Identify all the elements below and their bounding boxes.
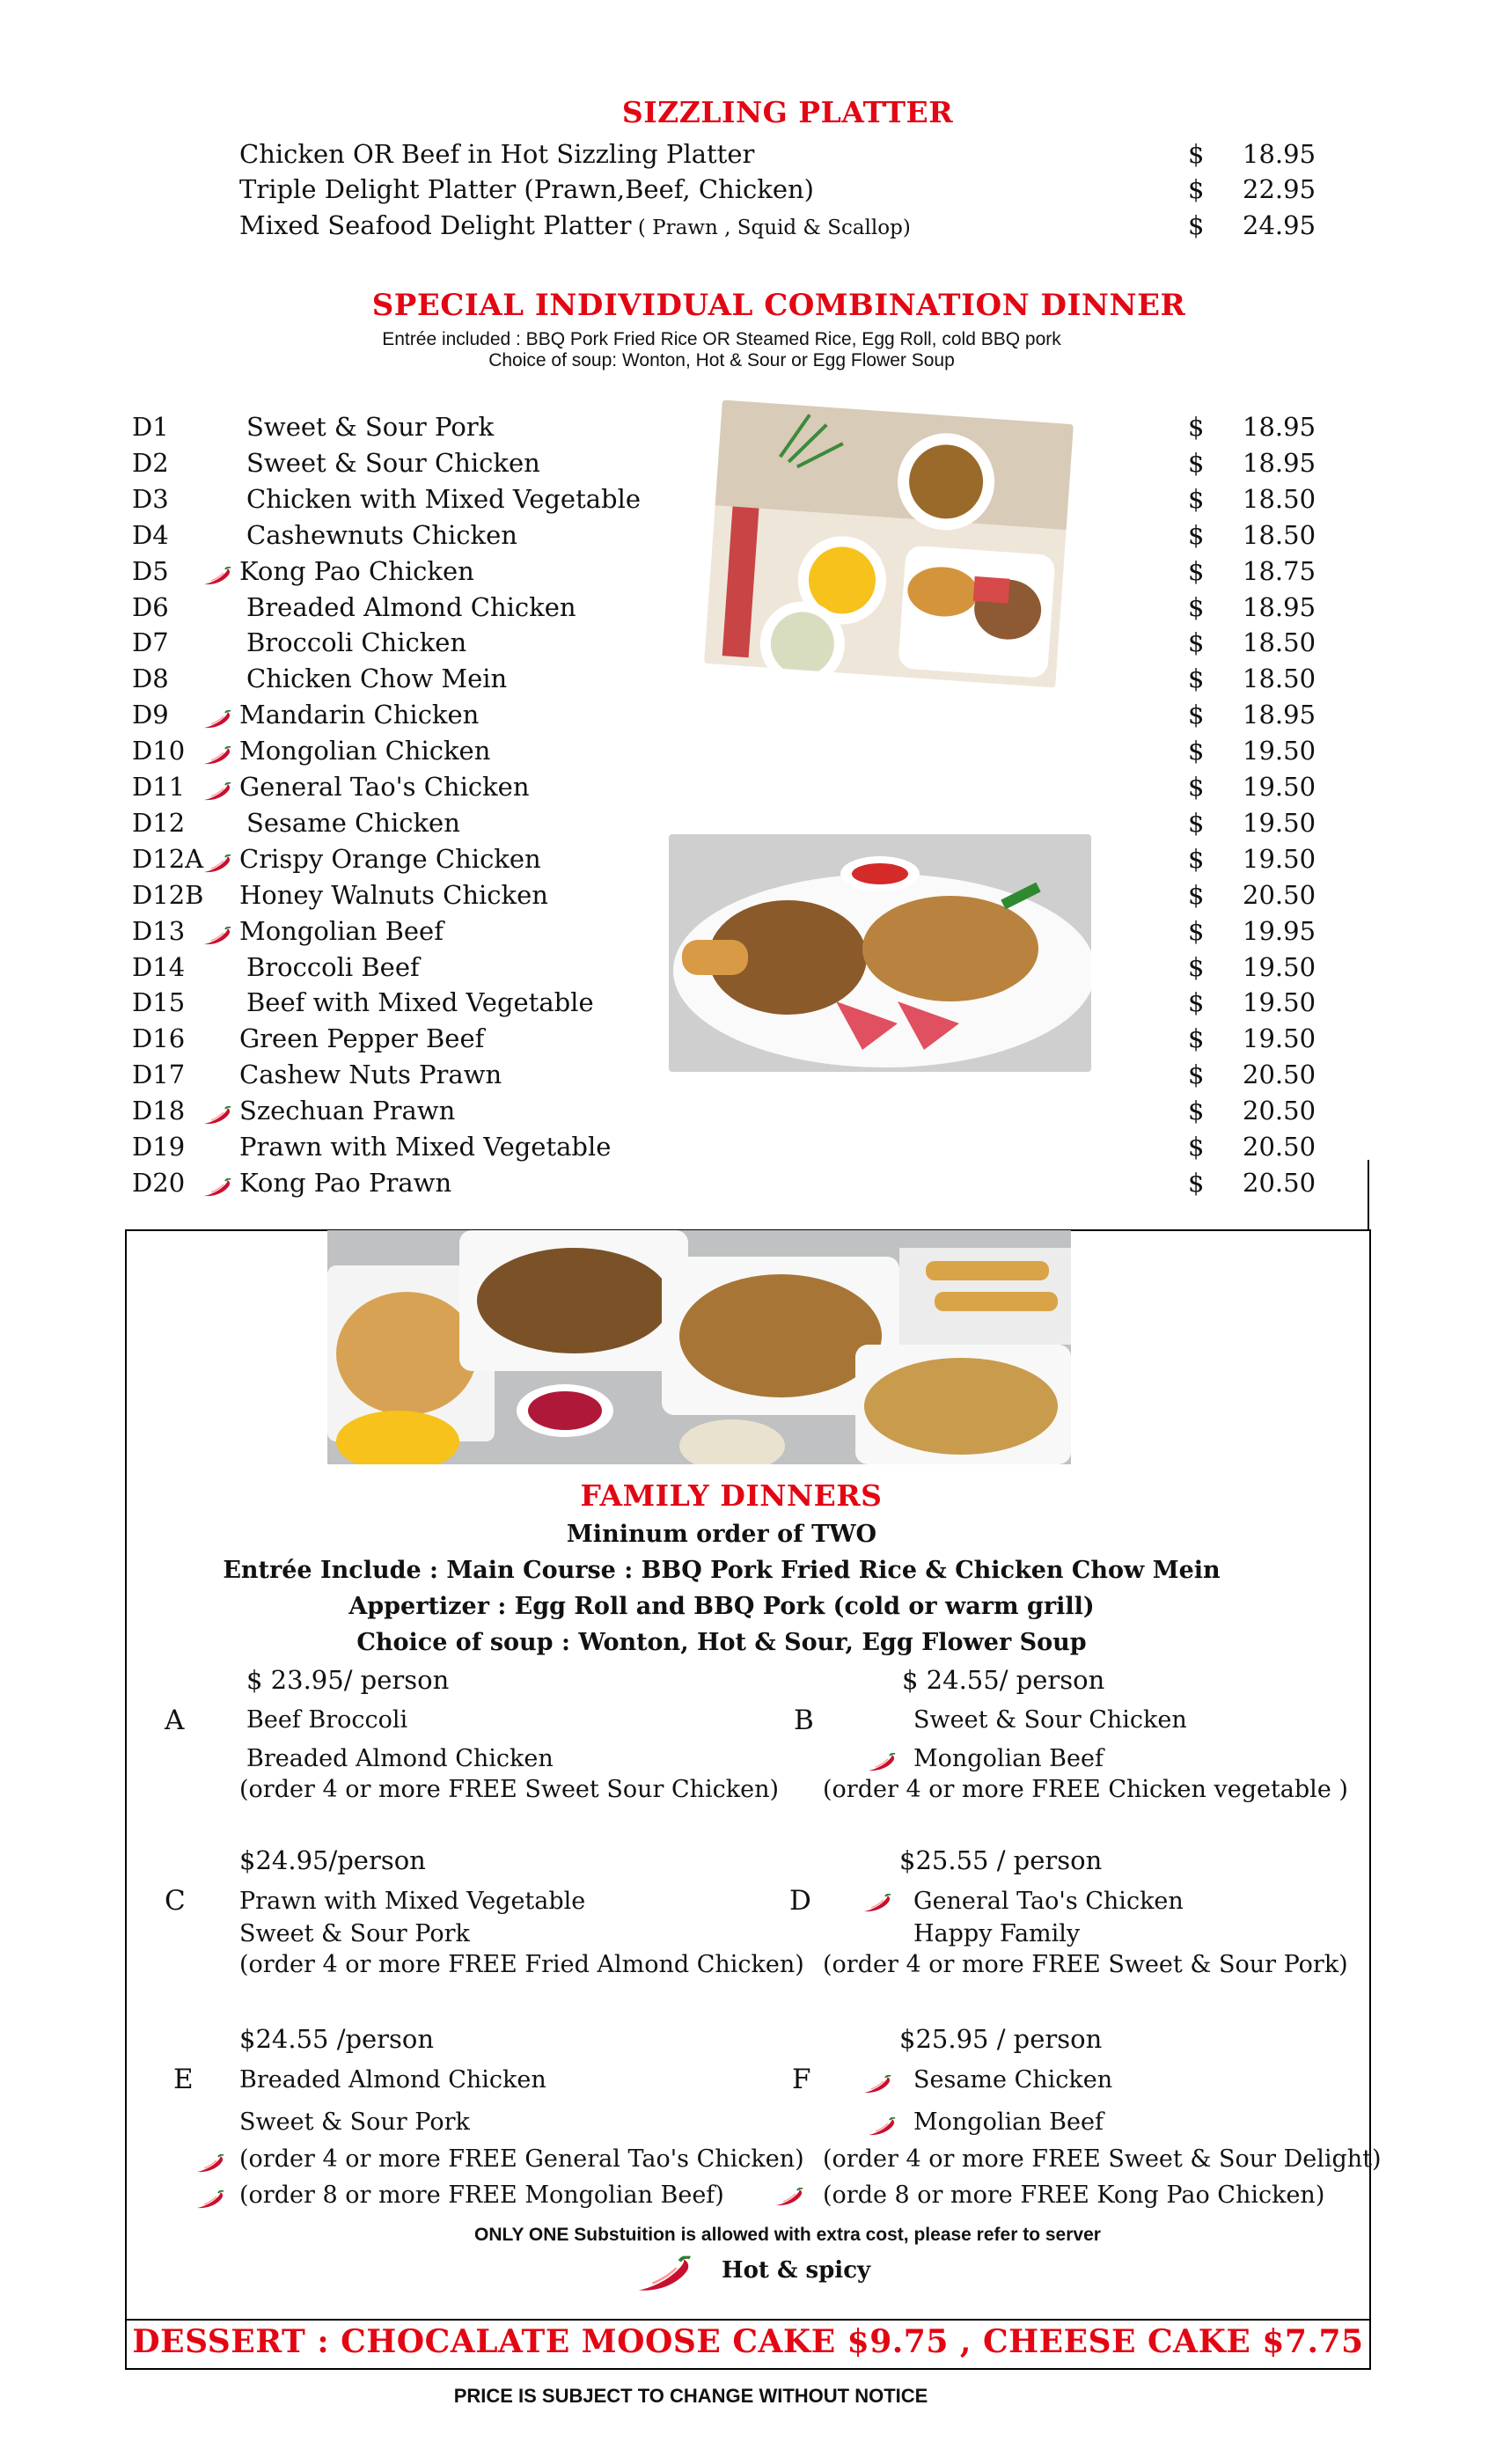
combo-item-code: D10	[132, 736, 186, 766]
combo-item-name: Crispy Orange Chicken	[239, 844, 541, 874]
combo-item-price: 19.95	[1243, 916, 1316, 946]
combo-item-code: D15	[132, 987, 186, 1017]
combo-item-name: General Tao's Chicken	[239, 772, 530, 802]
combo-item-price: 18.50	[1243, 627, 1316, 657]
sizzling-item-price: 24.95	[1243, 210, 1316, 240]
family-dinner-photo	[327, 1230, 1071, 1464]
set-price: $25.95 / person	[899, 2024, 1103, 2054]
hot-spicy-icon	[867, 1753, 897, 1772]
combo-item-name: Mongolian Chicken	[239, 736, 491, 766]
set-item: Happy Family	[913, 1920, 1081, 1947]
set-item: Mongolian Beef	[913, 1745, 1104, 1772]
combo-item-name: Chicken Chow Mein	[246, 664, 508, 693]
family-title: FAMILY DINNERS	[580, 1478, 883, 1513]
combo-item-code: D11	[132, 772, 186, 802]
set-item: Breaded Almond Chicken	[246, 1745, 554, 1772]
combo-section-divider	[1368, 1160, 1369, 1230]
combo-item-price: 19.50	[1243, 987, 1316, 1017]
combo-item-code: D1	[132, 412, 169, 442]
set-offer: (orde 8 or more FREE Kong Pao Chicken)	[823, 2182, 1325, 2209]
currency-sign: $	[1188, 952, 1205, 982]
currency-sign: $	[1188, 700, 1205, 730]
combo-rice-photo	[669, 834, 1091, 1072]
hot-spicy-icon	[867, 2117, 897, 2137]
combo-item-name: Honey Walnuts Chicken	[239, 880, 548, 910]
family-soup: Choice of soup : Wonton, Hot & Sour, Egg Flower Soup	[356, 1629, 1087, 1656]
dessert-line: DESSERT : CHOCALATE MOOSE CAKE $9.75 , CHEESE CAKE $7.75	[132, 2323, 1364, 2360]
family-appetizer: Appertizer : Egg Roll and BBQ Pork (cold or warm grill)	[348, 1593, 1095, 1620]
combo-item-name: Kong Pao Prawn	[239, 1168, 452, 1198]
set-item: General Tao's Chicken	[913, 1888, 1184, 1915]
currency-sign: $	[1188, 1168, 1205, 1198]
sizzling-item-price: 18.95	[1243, 139, 1316, 169]
combo-item-name: Sweet & Sour Pork	[246, 412, 495, 442]
combo-item-name: Broccoli Beef	[246, 952, 420, 982]
combo-plate-photo	[704, 400, 1074, 687]
combo-item-price: 18.50	[1243, 664, 1316, 693]
combo-item-price: 19.50	[1243, 736, 1316, 766]
sizzling-item-name: Triple Delight Platter (Prawn,Beef, Chicken)	[239, 174, 814, 204]
hot-spicy-icon	[202, 746, 232, 766]
set-item: Prawn with Mixed Vegetable	[239, 1888, 586, 1915]
combo-item-price: 18.95	[1243, 700, 1316, 730]
combo-item-name: Prawn with Mixed Vegetable	[239, 1132, 612, 1162]
combo-item-price: 18.75	[1243, 556, 1316, 586]
combo-item-code: D17	[132, 1060, 186, 1089]
currency-sign: $	[1188, 556, 1205, 586]
combo-item-name: Kong Pao Chicken	[239, 556, 474, 586]
combo-item-code: D12	[132, 808, 186, 838]
set-item: Sweet & Sour Chicken	[913, 1706, 1187, 1734]
combo-item-name: Cashewnuts Chicken	[246, 520, 517, 550]
combo-item-name: Mandarin Chicken	[239, 700, 480, 730]
combo-item-name: Szechuan Prawn	[239, 1096, 456, 1126]
currency-sign: $	[1188, 987, 1205, 1017]
hot-spicy-icon	[202, 710, 232, 730]
combo-subtitle: Entrée included : BBQ Pork Fried Rice OR Steamed Rice, Egg Roll, cold BBQ pork	[382, 329, 1061, 349]
hot-spicy-icon	[774, 2188, 804, 2207]
hot-spicy-icon	[195, 2190, 225, 2210]
combo-item-code: D5	[132, 556, 169, 586]
set-offer: (order 4 or more FREE Sweet & Sour Pork)	[823, 1951, 1348, 1978]
combo-item-price: 19.50	[1243, 1023, 1316, 1053]
combo-item-price: 20.50	[1243, 1060, 1316, 1089]
currency-sign: $	[1188, 139, 1205, 169]
set-letter: A	[165, 1705, 185, 1736]
combo-item-price: 20.50	[1243, 880, 1316, 910]
set-item: Sweet & Sour Pork	[239, 2108, 470, 2136]
combo-item-price: 20.50	[1243, 1096, 1316, 1126]
currency-sign: $	[1188, 1132, 1205, 1162]
hot-spicy-icon	[202, 1178, 232, 1198]
set-price: $24.55 /person	[239, 2024, 435, 2054]
combo-item-code: D4	[132, 520, 169, 550]
currency-sign: $	[1188, 916, 1205, 946]
combo-item-name: Sweet & Sour Chicken	[246, 448, 540, 478]
currency-sign: $	[1188, 448, 1205, 478]
combo-item-code: D19	[132, 1132, 186, 1162]
set-item: Sesame Chicken	[913, 2066, 1113, 2094]
set-offer: (order 4 or more FREE General Tao's Chicken)	[239, 2145, 804, 2173]
set-item: Sweet & Sour Pork	[239, 1920, 470, 1947]
combo-item-price: 18.50	[1243, 520, 1316, 550]
set-letter: E	[173, 2064, 194, 2095]
combo-item-price: 19.50	[1243, 772, 1316, 802]
set-price: $ 24.55/ person	[902, 1665, 1105, 1695]
combo-title: SPECIAL INDIVIDUAL COMBINATION DINNER	[371, 288, 1186, 323]
hot-spicy-icon	[202, 854, 232, 874]
combo-item-price: 19.50	[1243, 808, 1316, 838]
set-price: $ 23.95/ person	[246, 1665, 450, 1695]
currency-sign: $	[1188, 484, 1205, 514]
set-offer: (order 4 or more FREE Sweet Sour Chicken)	[239, 1776, 780, 1803]
combo-item-name: Sesame Chicken	[246, 808, 460, 838]
combo-item-name: Green Pepper Beef	[239, 1023, 485, 1053]
set-item: Breaded Almond Chicken	[239, 2066, 546, 2094]
hot-spicy-legend-label: Hot & spicy	[722, 2257, 871, 2284]
combo-item-price: 19.50	[1243, 952, 1316, 982]
currency-sign: $	[1188, 1023, 1205, 1053]
hot-spicy-icon	[862, 2075, 892, 2094]
combo-item-price: 18.50	[1243, 484, 1316, 514]
set-letter: C	[165, 1885, 186, 1917]
set-letter: F	[792, 2064, 811, 2095]
set-item: Mongolian Beef	[913, 2108, 1104, 2136]
family-min-order: Mininum order of TWO	[566, 1521, 877, 1548]
substitution-note: ONLY ONE Substuition is allowed with extra cost, please refer to server	[474, 2225, 1101, 2245]
hot-spicy-legend-icon	[635, 2255, 693, 2295]
currency-sign: $	[1188, 844, 1205, 874]
combo-item-price: 18.95	[1243, 592, 1316, 622]
set-offer: (order 8 or more FREE Mongolian Beef)	[239, 2182, 724, 2209]
currency-sign: $	[1188, 210, 1205, 240]
combo-item-price: 19.50	[1243, 844, 1316, 874]
currency-sign: $	[1188, 736, 1205, 766]
hot-spicy-icon	[202, 1106, 232, 1126]
combo-item-price: 18.95	[1243, 412, 1316, 442]
currency-sign: $	[1188, 174, 1205, 204]
price-disclaimer: PRICE IS SUBJECT TO CHANGE WITHOUT NOTICE	[453, 2385, 928, 2407]
combo-item-code: D3	[132, 484, 169, 514]
sizzling-item-price: 22.95	[1243, 174, 1316, 204]
combo-item-code: D13	[132, 916, 186, 946]
combo-item-code: D7	[132, 627, 169, 657]
family-entree: Entrée Include : Main Course : BBQ Pork Fried Rice & Chicken Chow Mein	[223, 1557, 1221, 1584]
currency-sign: $	[1188, 772, 1205, 802]
combo-item-code: D8	[132, 664, 169, 693]
currency-sign: $	[1188, 627, 1205, 657]
currency-sign: $	[1188, 1060, 1205, 1089]
combo-item-code: D20	[132, 1168, 186, 1198]
currency-sign: $	[1188, 592, 1205, 622]
combo-item-name: Mongolian Beef	[239, 916, 444, 946]
currency-sign: $	[1188, 1096, 1205, 1126]
combo-item-name: Cashew Nuts Prawn	[239, 1060, 502, 1089]
combo-item-name: Broccoli Chicken	[246, 627, 467, 657]
sizzling-item-name: Chicken OR Beef in Hot Sizzling Platter	[239, 139, 755, 169]
combo-item-code: D9	[132, 700, 169, 730]
hot-spicy-icon	[202, 927, 232, 946]
combo-item-code: D6	[132, 592, 169, 622]
set-letter: B	[794, 1705, 814, 1736]
set-price: $25.55 / person	[899, 1845, 1103, 1875]
set-letter: D	[789, 1885, 811, 1917]
combo-item-name: Breaded Almond Chicken	[246, 592, 576, 622]
combo-item-code: D18	[132, 1096, 186, 1126]
currency-sign: $	[1188, 808, 1205, 838]
hot-spicy-icon	[202, 567, 232, 586]
combo-item-name: Chicken with Mixed Vegetable	[246, 484, 642, 514]
combo-item-price: 20.50	[1243, 1168, 1316, 1198]
currency-sign: $	[1188, 664, 1205, 693]
set-item: Beef Broccoli	[246, 1706, 408, 1734]
combo-item-code: D16	[132, 1023, 186, 1053]
combo-item-price: 20.50	[1243, 1132, 1316, 1162]
hot-spicy-icon	[195, 2154, 225, 2174]
sizzling-item-name: Mixed Seafood Delight Platter ( Prawn , Squid & Scallop)	[239, 210, 911, 240]
combo-item-code: D12A	[132, 844, 204, 874]
combo-item-code: D2	[132, 448, 169, 478]
set-offer: (order 4 or more FREE Fried Almond Chicken)	[239, 1951, 804, 1978]
set-offer: (order 4 or more FREE Chicken vegetable )	[823, 1776, 1348, 1803]
set-offer: (order 4 or more FREE Sweet & Sour Delight)	[823, 2145, 1382, 2173]
set-price: $24.95/person	[239, 1845, 426, 1875]
currency-sign: $	[1188, 412, 1205, 442]
combo-soup-note: Choice of soup: Wonton, Hot & Sour or Egg Flower Soup	[488, 350, 955, 370]
combo-item-code: D14	[132, 952, 186, 982]
combo-item-price: 18.95	[1243, 448, 1316, 478]
sizzling-title: SIZZLING PLATTER	[621, 95, 954, 129]
combo-item-code: D12B	[132, 880, 204, 910]
hot-spicy-icon	[202, 782, 232, 802]
hot-spicy-icon	[862, 1894, 892, 1913]
combo-item-name: Beef with Mixed Vegetable	[246, 987, 594, 1017]
currency-sign: $	[1188, 520, 1205, 550]
currency-sign: $	[1188, 880, 1205, 910]
